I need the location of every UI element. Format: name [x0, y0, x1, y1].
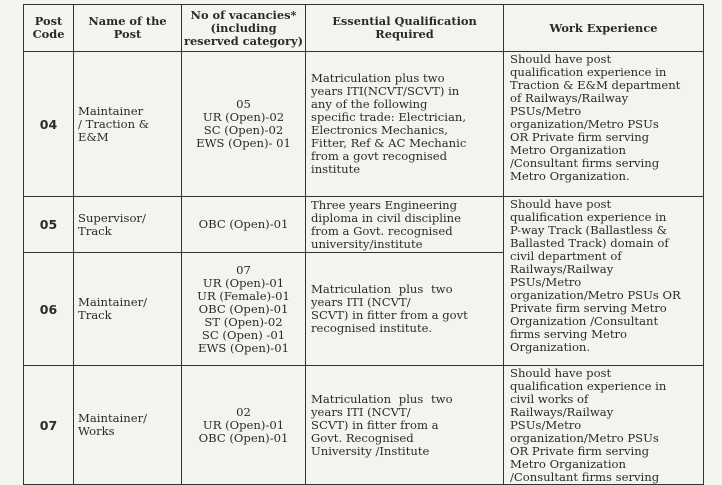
header-experience: Work Experience	[504, 5, 704, 52]
table-row	[24, 52, 704, 197]
qualification-cell: Matriculation plus two years ITI(NCVT/SCVT) in any of the following specific trade: Electrician, Electronics Mechanics, Fitter, Ref & AC Mechanic from a govt recognised institute	[306, 52, 504, 197]
header-vacancies: No of vacancies* (including reserved category)	[182, 5, 306, 52]
experience-text: Should have post qualification experience in civil works of Railways/Railway PSUs/Metro organization/Metro PSUs OR Private firm serving Metro Organization /Consultant firms serving	[510, 367, 667, 484]
post-code-cell: 07	[24, 366, 74, 485]
header-name: Name of the Post	[74, 5, 182, 52]
qualification-cell: Three years Engineering diploma in civil discipline from a Govt. recognised university/institute	[306, 197, 504, 253]
table-row	[24, 197, 704, 253]
post-name-cell: Supervisor/ Track	[74, 197, 182, 253]
post-name-cell: Maintainer / Traction & E&M	[74, 52, 182, 197]
header-qualification: Essential Qualification Required	[306, 5, 504, 52]
vacancy-table	[23, 4, 704, 485]
header-row	[24, 5, 704, 52]
vacancies-cell: 07 UR (Open)-01 UR (Female)-01 OBC (Open)-01 ST (Open)-02 SC (Open) -01 EWS (Open)-01	[182, 253, 306, 366]
post-code-cell: 05	[24, 197, 74, 253]
post-code-cell: 06	[24, 253, 74, 366]
qualification-cell: Matriculation plus two years ITI (NCVT/ SCVT) in fitter from a govt recognised institute.	[306, 253, 504, 366]
post-name-cell: Maintainer/ Works	[74, 366, 182, 485]
post-code-cell: 04	[24, 52, 74, 197]
table-row	[24, 366, 704, 485]
header-post-code: Post Code	[24, 5, 74, 52]
qualification-cell: Matriculation plus two years ITI (NCVT/ SCVT) in fitter from a Govt. Recognised University /Institute	[306, 366, 504, 485]
shared-experience-cell: Should have post qualification experience in P-way Track (Ballastless & Ballasted Track) domain of civil department of Railways/Railway PSUs/Metro organization/Metro PSUs OR Private firm serving Metro Organization /Consultant firms serving Metro Organization.	[504, 197, 704, 366]
post-name-cell: Maintainer/ Track	[74, 253, 182, 366]
experience-cell	[504, 366, 704, 485]
vacancies-cell: OBC (Open)-01	[182, 197, 306, 253]
vacancies-cell: 02 UR (Open)-01 OBC (Open)-01	[182, 366, 306, 485]
vacancies-cell: 05 UR (Open)-02 SC (Open)-02 EWS (Open)- 01	[182, 52, 306, 197]
experience-cell: Should have post qualification experience in Traction & E&M department of Railways/Railway PSUs/Metro organization/Metro PSUs OR Private firm serving Metro Organization /Consultant firms serving Metro Organization.	[504, 52, 704, 197]
